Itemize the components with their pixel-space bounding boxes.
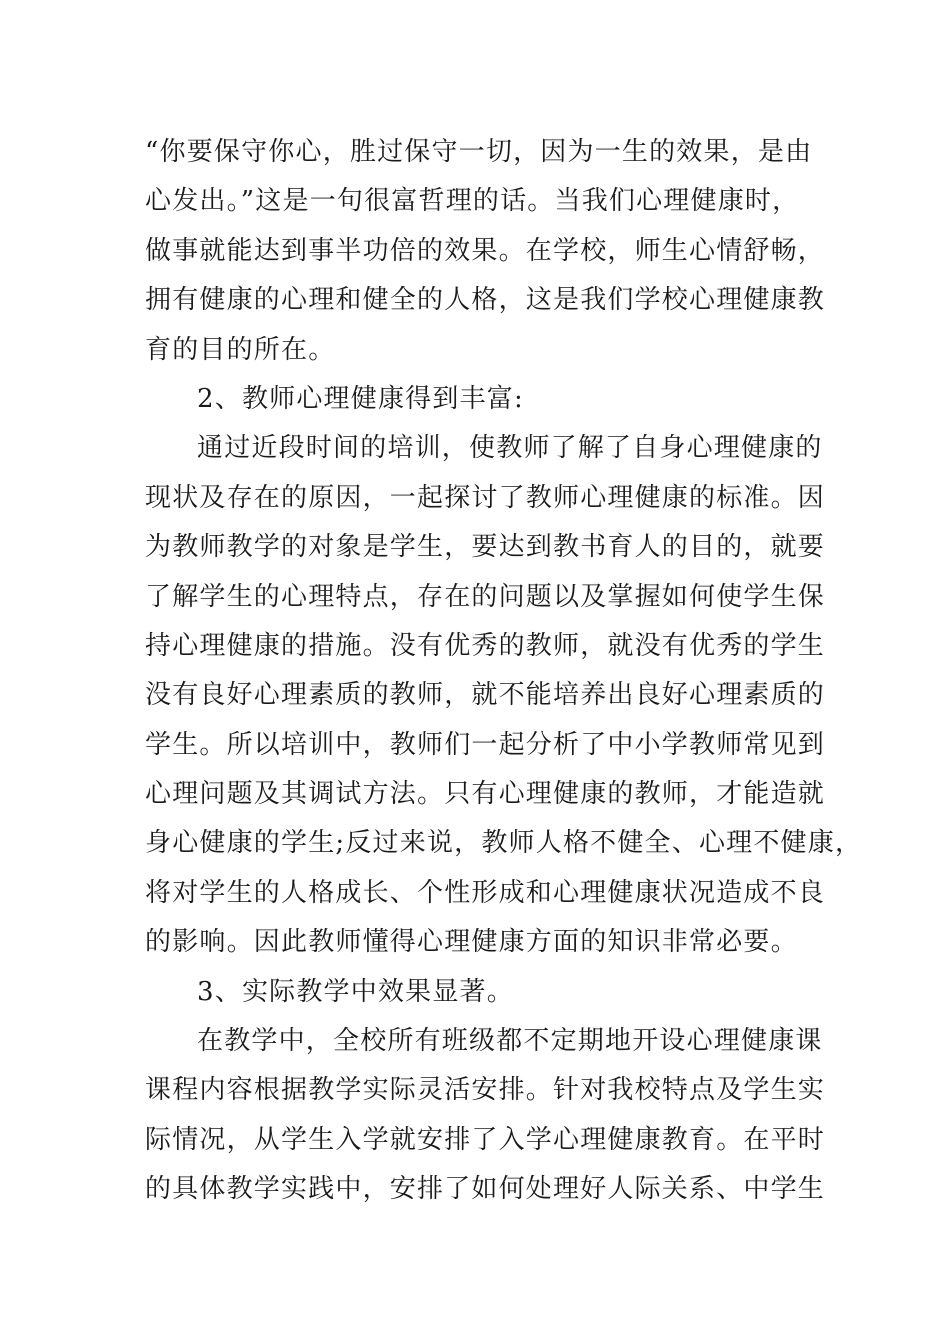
paragraph-start: 在教学中，全校所有班级都不定期地开设心理健康课 bbox=[197, 1026, 823, 1057]
text-line: 现状及存在的原因，一起探讨了教师心理健康的标准。因 bbox=[145, 482, 826, 513]
text-line: 的影响。因此教师懂得心理健康方面的知识非常必要。 bbox=[145, 927, 798, 958]
text-line: 了解学生的心理特点，存在的问题以及掌握如何使学生保 bbox=[145, 581, 826, 612]
text-line: 心发出。”这是一句很富哲理的话。当我们心理健康时， bbox=[145, 186, 800, 217]
text-line: 的具体教学实践中，安排了如何处理好人际关系、中学生 bbox=[145, 1174, 826, 1205]
text-line: “你要保守你心，胜过保守一切，因为一生的效果，是由 bbox=[145, 137, 813, 167]
section-heading-2: 2、教师心理健康得到丰富: bbox=[197, 383, 524, 414]
text-line: 际情况，从学生入学就安排了入学心理健康教育。在平时 bbox=[145, 1124, 826, 1155]
text-line: 学生。所以培训中，教师们一起分析了中小学教师常见到 bbox=[145, 729, 826, 760]
text-line: 拥有健康的心理和健全的人格，这是我们学校心理健康教 bbox=[145, 285, 826, 316]
text-line: 持心理健康的措施。没有优秀的教师，就没有优秀的学生 bbox=[145, 630, 826, 661]
text-line: 课程内容根据教学实际灵活安排。针对我校特点及学生实 bbox=[145, 1075, 826, 1106]
text-line: 没有良好心理素质的教师，就不能培养出良好心理素质的 bbox=[145, 680, 826, 711]
text-line: 为教师教学的对象是学生，要达到教书育人的目的，就要 bbox=[145, 532, 826, 563]
text-line: 心理问题及其调试方法。只有心理健康的教师，才能造就 bbox=[145, 779, 826, 810]
text-line: 将对学生的人格成长、个性形成和心理健康状况造成不良 bbox=[145, 877, 826, 908]
text-line: 育的目的所在。 bbox=[145, 334, 336, 365]
body-text bbox=[145, 128, 863, 1215]
paragraph-start: 通过近段时间的培训，使教师了解了自身心理健康的 bbox=[197, 433, 823, 464]
text-line: 身心健康的学生;反过来说，教师人格不健全、心理不健康， bbox=[145, 828, 863, 859]
section-heading-3: 3、实际教学中效果显著。 bbox=[197, 976, 514, 1007]
text-line: 做事就能达到事半功倍的效果。在学校，师生心情舒畅， bbox=[145, 235, 826, 266]
